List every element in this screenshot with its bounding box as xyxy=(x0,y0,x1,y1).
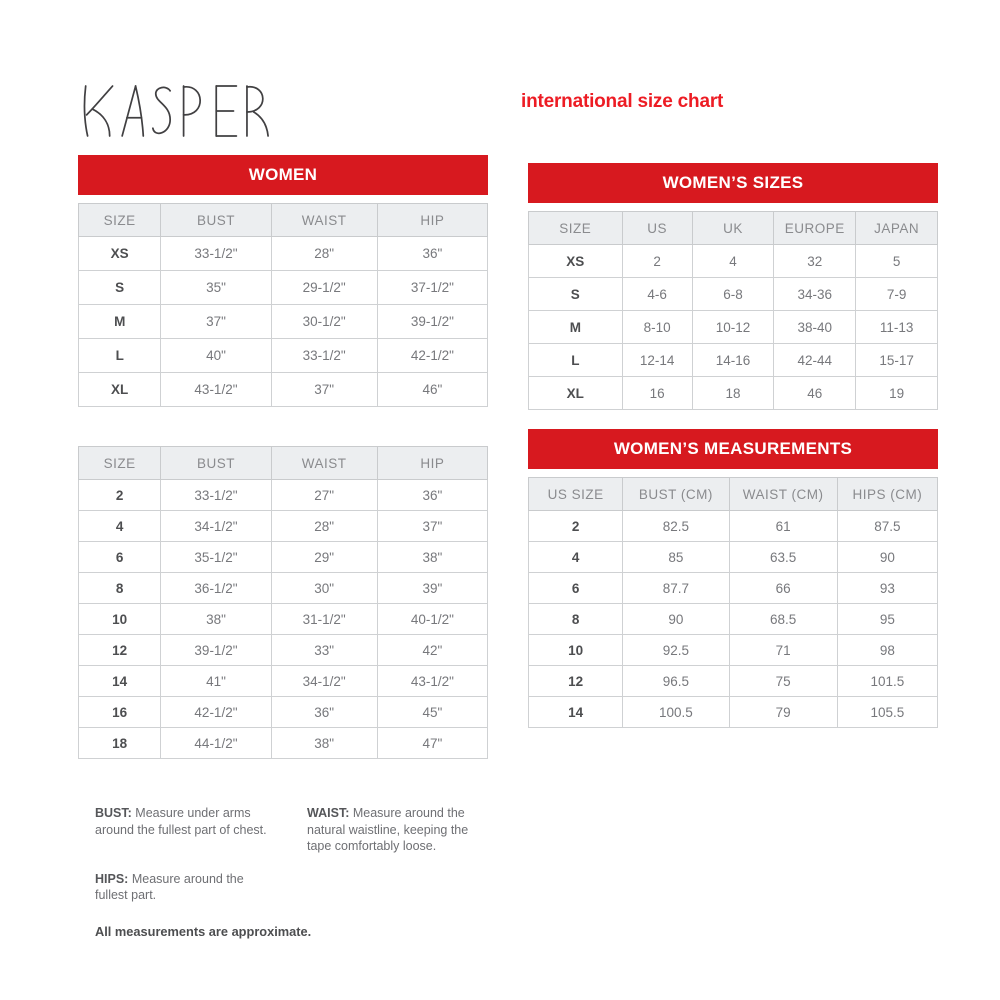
size-cell: 2 xyxy=(529,511,623,542)
disclaimer-text: All measurements are approximate. xyxy=(95,923,312,939)
value-cell: 85 xyxy=(623,542,729,573)
table-row xyxy=(79,604,488,635)
page-title: international size chart xyxy=(521,91,724,112)
size-cell: 18 xyxy=(79,728,161,759)
value-cell: 19 xyxy=(856,377,938,410)
table-row xyxy=(79,480,488,511)
measuring-notes xyxy=(95,805,488,939)
table-row xyxy=(79,635,488,666)
left-column xyxy=(78,155,488,939)
size-cell: S xyxy=(529,278,623,311)
column-header: EUROPE xyxy=(774,212,856,245)
table-row xyxy=(79,339,488,373)
size-cell: 8 xyxy=(79,573,161,604)
size-cell: M xyxy=(79,305,161,339)
value-cell: 8-10 xyxy=(622,311,692,344)
column-header: WAIST xyxy=(271,204,377,237)
value-cell: 61 xyxy=(729,511,837,542)
value-cell: 68.5 xyxy=(729,604,837,635)
value-cell: 105.5 xyxy=(837,697,937,728)
value-cell: 4 xyxy=(692,245,774,278)
value-cell: 30" xyxy=(271,573,377,604)
value-cell: 90 xyxy=(623,604,729,635)
bust-note-text: Measure under arms around the fullest part of chest. xyxy=(95,806,267,837)
size-cell: 6 xyxy=(529,573,623,604)
table-row xyxy=(79,373,488,407)
header-row xyxy=(79,204,488,237)
value-cell: 29-1/2" xyxy=(271,271,377,305)
size-cell: 8 xyxy=(529,604,623,635)
value-cell: 34-1/2" xyxy=(161,511,271,542)
value-cell: 11-13 xyxy=(856,311,938,344)
size-cell: 16 xyxy=(79,697,161,728)
table-row xyxy=(79,573,488,604)
size-cell: 4 xyxy=(529,542,623,573)
value-cell: 5 xyxy=(856,245,938,278)
column-header: WAIST (CM) xyxy=(729,478,837,511)
kasper-logo-glyphs xyxy=(78,82,270,140)
column-header: HIPS (CM) xyxy=(837,478,937,511)
column-header: US SIZE xyxy=(529,478,623,511)
size-cell: XS xyxy=(79,237,161,271)
value-cell: 95 xyxy=(837,604,937,635)
value-cell: 16 xyxy=(622,377,692,410)
value-cell: 7-9 xyxy=(856,278,938,311)
hips-note-text: Measure around the fullest part. xyxy=(95,871,244,902)
value-cell: 101.5 xyxy=(837,666,937,697)
women-inches-section xyxy=(78,155,488,407)
value-cell: 100.5 xyxy=(623,697,729,728)
size-cell: XS xyxy=(529,245,623,278)
value-cell: 36" xyxy=(377,237,487,271)
value-cell: 12-14 xyxy=(622,344,692,377)
value-cell: 39-1/2" xyxy=(161,635,271,666)
notes-row xyxy=(95,805,488,855)
womens-sizes-section xyxy=(528,163,938,410)
hips-note xyxy=(95,871,263,904)
column-header: BUST xyxy=(161,447,271,480)
value-cell: 10-12 xyxy=(692,311,774,344)
value-cell: 27" xyxy=(271,480,377,511)
value-cell: 87.5 xyxy=(837,511,937,542)
column-header: JAPAN xyxy=(856,212,938,245)
table-row xyxy=(79,237,488,271)
value-cell: 43-1/2" xyxy=(377,666,487,697)
value-cell: 43-1/2" xyxy=(161,373,271,407)
table-row xyxy=(79,697,488,728)
women-table-title: WOMEN xyxy=(78,155,488,195)
value-cell: 46" xyxy=(377,373,487,407)
value-cell: 31-1/2" xyxy=(271,604,377,635)
value-cell: 2 xyxy=(622,245,692,278)
header-row xyxy=(529,478,938,511)
value-cell: 33" xyxy=(271,635,377,666)
table-row xyxy=(79,728,488,759)
table-row xyxy=(79,305,488,339)
bust-note xyxy=(95,805,289,838)
table-row xyxy=(79,542,488,573)
kasper-logo xyxy=(78,82,273,140)
column-header: BUST (CM) xyxy=(623,478,729,511)
value-cell: 38" xyxy=(271,728,377,759)
size-cell: 10 xyxy=(79,604,161,635)
size-cell: S xyxy=(79,271,161,305)
womens-measurements-table xyxy=(528,477,938,728)
column-header: SIZE xyxy=(79,204,161,237)
value-cell: 4-6 xyxy=(622,278,692,311)
value-cell: 36-1/2" xyxy=(161,573,271,604)
column-header: SIZE xyxy=(529,212,623,245)
table-row xyxy=(529,604,938,635)
value-cell: 38" xyxy=(161,604,271,635)
value-cell: 41" xyxy=(161,666,271,697)
column-header: SIZE xyxy=(79,447,161,480)
value-cell: 40-1/2" xyxy=(377,604,487,635)
value-cell: 37" xyxy=(271,373,377,407)
size-cell: XL xyxy=(529,377,623,410)
womens-sizes-title: WOMEN’S SIZES xyxy=(528,163,938,203)
value-cell: 34-36 xyxy=(774,278,856,311)
value-cell: 92.5 xyxy=(623,635,729,666)
column-header: US xyxy=(622,212,692,245)
size-cell: 12 xyxy=(79,635,161,666)
table-row xyxy=(529,666,938,697)
value-cell: 98 xyxy=(837,635,937,666)
size-cell: 6 xyxy=(79,542,161,573)
waist-note-label: WAIST: xyxy=(307,806,350,820)
bust-note-label: BUST: xyxy=(95,806,132,820)
right-column xyxy=(528,163,938,728)
women-numeric-section xyxy=(78,446,488,759)
table-row xyxy=(79,271,488,305)
size-cell: 4 xyxy=(79,511,161,542)
value-cell: 79 xyxy=(729,697,837,728)
table-row xyxy=(529,542,938,573)
table-row xyxy=(529,245,938,278)
value-cell: 33-1/2" xyxy=(161,480,271,511)
value-cell: 42-1/2" xyxy=(377,339,487,373)
value-cell: 33-1/2" xyxy=(161,237,271,271)
value-cell: 29" xyxy=(271,542,377,573)
value-cell: 46 xyxy=(774,377,856,410)
value-cell: 36" xyxy=(377,480,487,511)
header-row xyxy=(79,447,488,480)
table-row xyxy=(79,666,488,697)
value-cell: 6-8 xyxy=(692,278,774,311)
value-cell: 34-1/2" xyxy=(271,666,377,697)
value-cell: 15-17 xyxy=(856,344,938,377)
size-cell: 2 xyxy=(79,480,161,511)
value-cell: 42-44 xyxy=(774,344,856,377)
value-cell: 42" xyxy=(377,635,487,666)
value-cell: 37" xyxy=(377,511,487,542)
value-cell: 35" xyxy=(161,271,271,305)
size-cell: M xyxy=(529,311,623,344)
value-cell: 87.7 xyxy=(623,573,729,604)
table-row xyxy=(529,278,938,311)
table-row xyxy=(529,635,938,666)
value-cell: 75 xyxy=(729,666,837,697)
value-cell: 45" xyxy=(377,697,487,728)
size-cell: 10 xyxy=(529,635,623,666)
value-cell: 82.5 xyxy=(623,511,729,542)
value-cell: 14-16 xyxy=(692,344,774,377)
value-cell: 93 xyxy=(837,573,937,604)
women-inches-table xyxy=(78,203,488,407)
waist-note xyxy=(307,805,487,855)
table-row xyxy=(529,573,938,604)
value-cell: 38-40 xyxy=(774,311,856,344)
value-cell: 35-1/2" xyxy=(161,542,271,573)
header-row xyxy=(529,212,938,245)
column-header: HIP xyxy=(377,204,487,237)
value-cell: 28" xyxy=(271,237,377,271)
value-cell: 39" xyxy=(377,573,487,604)
value-cell: 18 xyxy=(692,377,774,410)
value-cell: 96.5 xyxy=(623,666,729,697)
value-cell: 39-1/2" xyxy=(377,305,487,339)
column-header: BUST xyxy=(161,204,271,237)
value-cell: 28" xyxy=(271,511,377,542)
size-cell: 14 xyxy=(529,697,623,728)
table-row xyxy=(529,511,938,542)
value-cell: 63.5 xyxy=(729,542,837,573)
value-cell: 36" xyxy=(271,697,377,728)
women-numeric-table xyxy=(78,446,488,759)
column-header: WAIST xyxy=(271,447,377,480)
womens-measurements-title: WOMEN’S MEASUREMENTS xyxy=(528,429,938,469)
value-cell: 71 xyxy=(729,635,837,666)
value-cell: 40" xyxy=(161,339,271,373)
womens-sizes-table xyxy=(528,211,938,410)
value-cell: 30-1/2" xyxy=(271,305,377,339)
size-cell: 14 xyxy=(79,666,161,697)
womens-measurements-section xyxy=(528,429,938,728)
value-cell: 90 xyxy=(837,542,937,573)
table-row xyxy=(529,344,938,377)
column-header: UK xyxy=(692,212,774,245)
size-cell: L xyxy=(529,344,623,377)
table-row xyxy=(529,311,938,344)
hips-note-label: HIPS: xyxy=(95,871,129,886)
value-cell: 66 xyxy=(729,573,837,604)
table-row xyxy=(79,511,488,542)
size-cell: 12 xyxy=(529,666,623,697)
size-cell: XL xyxy=(79,373,161,407)
value-cell: 32 xyxy=(774,245,856,278)
value-cell: 37" xyxy=(161,305,271,339)
waist-note-text: Measure around the natural waistline, keeping the tape comfortably loose. xyxy=(307,806,469,853)
value-cell: 33-1/2" xyxy=(271,339,377,373)
column-header: HIP xyxy=(377,447,487,480)
value-cell: 42-1/2" xyxy=(161,697,271,728)
table-row xyxy=(529,697,938,728)
size-cell: L xyxy=(79,339,161,373)
value-cell: 44-1/2" xyxy=(161,728,271,759)
value-cell: 37-1/2" xyxy=(377,271,487,305)
value-cell: 38" xyxy=(377,542,487,573)
table-row xyxy=(529,377,938,410)
value-cell: 47" xyxy=(377,728,487,759)
